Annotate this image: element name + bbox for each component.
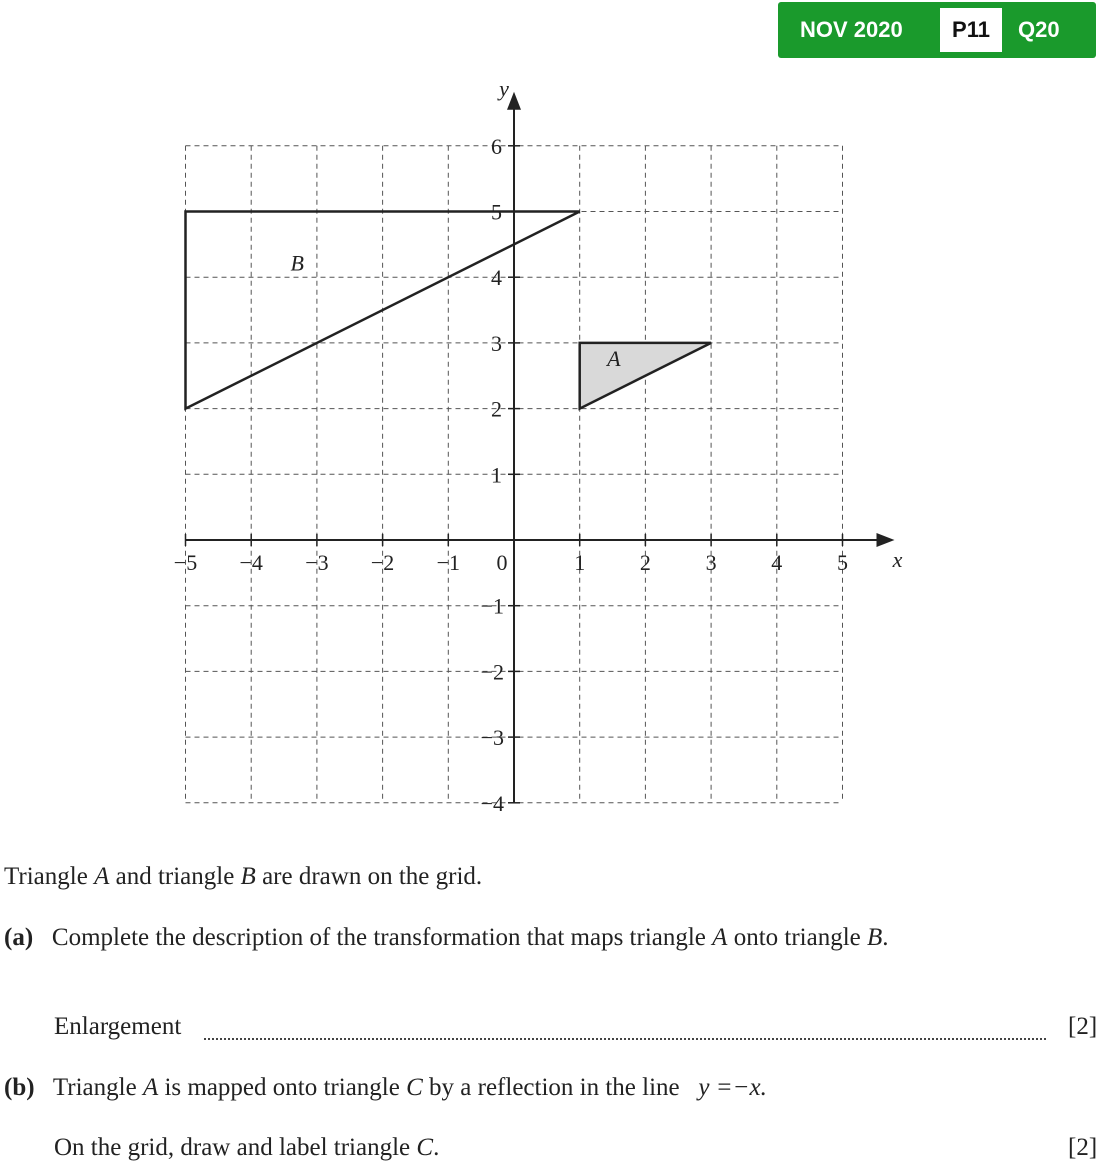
triangle-b: [186, 212, 580, 409]
x-tick-label: −2: [370, 550, 395, 575]
y-axis-label: y: [499, 75, 509, 101]
x-tick-label: 2: [639, 550, 651, 575]
intro-text: Triangle A and triangle B are drawn on the grid.: [4, 863, 483, 890]
session-label: NOV 2020: [800, 17, 903, 42]
y-tick-label: −1: [480, 593, 504, 619]
x-tick-label: −4: [239, 550, 263, 575]
part-b-question: (b) Triangle A is mapped onto triangle C by a reflection in the line y =−x.: [4, 1074, 767, 1101]
x-tick-label: 3: [705, 550, 717, 575]
y-axis-arrow: [507, 92, 521, 110]
answer-line[interactable]: [204, 1038, 1046, 1040]
part-a-marks: [2]: [1068, 1013, 1098, 1040]
x-tick-label: 1: [574, 550, 586, 575]
y-tick-label: −4: [480, 790, 504, 816]
part-b-marks: [2]: [1068, 1134, 1098, 1161]
x-tick-label: −5: [173, 550, 198, 575]
triangle-a-label: A: [607, 345, 621, 371]
x-axis-label: x: [892, 547, 903, 572]
y-tick-label: 1: [491, 462, 502, 488]
y-tick-label: 2: [491, 396, 502, 422]
y-tick-label: −3: [480, 725, 504, 751]
answer-prefix: Enlargement: [54, 1013, 182, 1040]
coordinate-grid: [0, 70, 920, 820]
y-tick-label: 3: [491, 330, 502, 356]
x-tick-label: 4: [771, 550, 783, 575]
part-a-question: (a) Complete the description of the transformation that maps triangle A onto triangle B.: [4, 924, 889, 951]
y-tick-label: 4: [491, 265, 502, 291]
question-number: Q20: [1018, 17, 1060, 42]
part-a-label: (a): [4, 924, 34, 951]
y-tick-label: −2: [480, 659, 504, 685]
x-tick-label: −1: [436, 550, 461, 575]
x-tick-label: −3: [305, 550, 329, 575]
x-tick-label: 5: [837, 550, 848, 575]
x-tick-label: 0: [496, 550, 508, 575]
part-b-instruction: On the grid, draw and label triangle C.: [54, 1134, 440, 1161]
y-tick-label: 5: [491, 199, 502, 225]
y-tick-label: 6: [491, 133, 502, 159]
part-b-label: (b): [4, 1074, 35, 1101]
paper-label: P11: [940, 8, 1002, 52]
question-badge: [778, 2, 1096, 58]
x-axis-arrow: [877, 533, 895, 547]
reflection-line-equation: y =−x.: [698, 1074, 767, 1101]
triangle-b-label: B: [290, 250, 304, 276]
